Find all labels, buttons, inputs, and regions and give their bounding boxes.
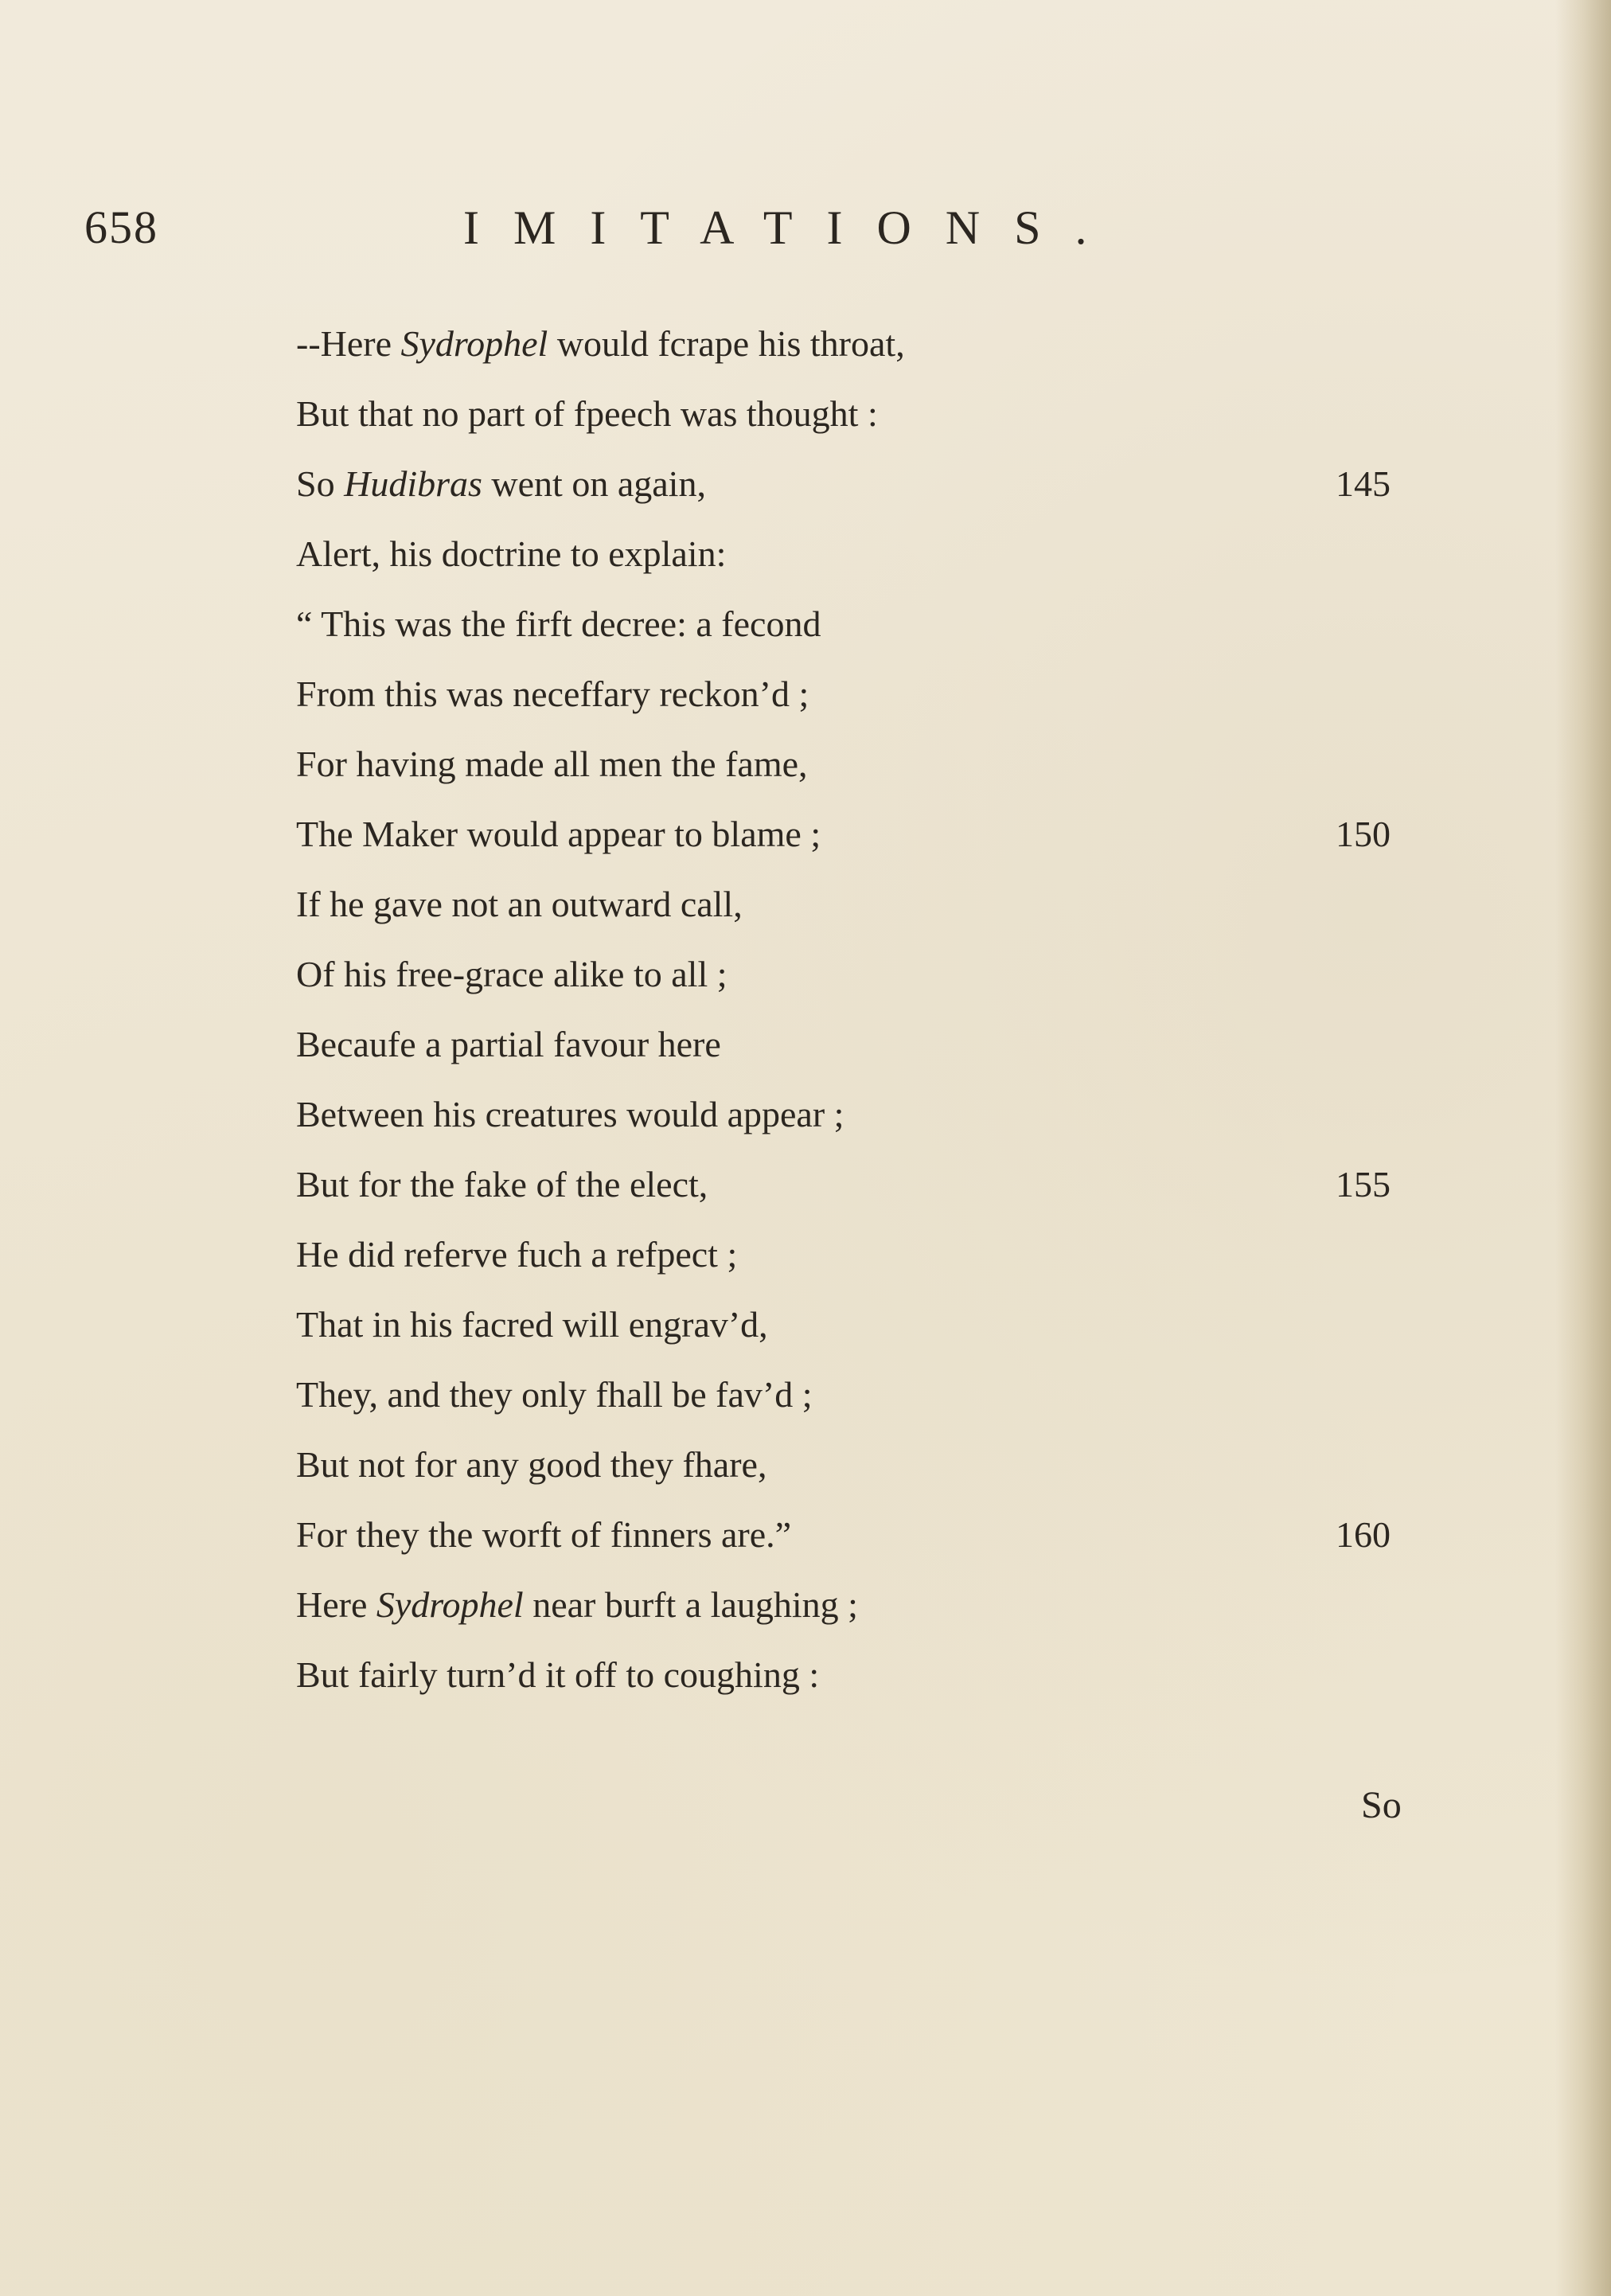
verse-text: But for the fake of the elect,	[296, 1164, 708, 1205]
verse-text: Becaufe a partial favour here	[296, 1024, 721, 1064]
verse-text: near burft a laughing ;	[523, 1584, 858, 1625]
verse-text: would fcrape his throat,	[548, 323, 905, 364]
verse-text: But that no part of fpeech was thought :	[296, 393, 878, 434]
page-edge-shadow	[1555, 0, 1611, 2296]
verse-text: For they the worft of finners are.”	[296, 1514, 792, 1555]
verse-text: But fairly turn’d it off to coughing :	[296, 1654, 820, 1695]
running-title: IMITATIONS.	[463, 201, 1121, 254]
verse-text: He did referve fuch a refpect ;	[296, 1234, 738, 1275]
line-number: 145	[1336, 463, 1391, 504]
verse-line	[296, 659, 1410, 729]
verse-line	[296, 1430, 1410, 1500]
verse-text: Alert, his doctrine to explain:	[296, 533, 727, 574]
verse-line	[296, 589, 1410, 659]
line-number: 160	[1336, 1514, 1391, 1555]
verse-text: Between his creatures would appear ;	[296, 1094, 845, 1134]
verse-text: For having made all men the fame,	[296, 744, 808, 784]
verse-text: --Here	[296, 323, 401, 364]
line-number: 155	[1336, 1164, 1391, 1205]
verse-text: From this was neceffary reckon’d ;	[296, 674, 809, 714]
verse-text: They, and they only fhall be fav’d ;	[296, 1374, 813, 1415]
verse-text: Here	[296, 1584, 376, 1625]
page-number: 658	[84, 201, 158, 253]
verse-text: So	[296, 463, 345, 504]
verse-text: went on again,	[482, 463, 706, 504]
verse-line	[296, 519, 1410, 589]
verse-line	[296, 1080, 1410, 1150]
verse-line	[296, 729, 1410, 799]
verse-text: The Maker would appear to blame ;	[296, 814, 821, 854]
verse-text: If he gave not an outward call,	[296, 884, 743, 924]
verse-line	[296, 799, 1410, 869]
verse-text: But not for any good they fhare,	[296, 1444, 767, 1485]
verse-line	[296, 1500, 1410, 1570]
verse-line	[296, 1220, 1410, 1290]
verse-line	[296, 869, 1410, 939]
verse-line	[296, 449, 1410, 519]
verse-line	[296, 1290, 1410, 1360]
verse-line	[296, 309, 1410, 379]
verse-block	[296, 309, 1410, 1710]
verse-italic-name: Hudibras	[344, 463, 482, 504]
verse-text: Of his free-grace alike to all ;	[296, 954, 727, 994]
verse-line	[296, 1570, 1410, 1640]
catchword: So	[1361, 1784, 1402, 1826]
verse-text: “ This was the firft decree: a fecond	[296, 603, 821, 644]
verse-line	[296, 379, 1410, 449]
verse-line	[296, 1360, 1410, 1430]
line-number: 150	[1336, 814, 1391, 854]
verse-italic-name: Sydrophel	[400, 323, 548, 364]
verse-line	[296, 1009, 1410, 1080]
verse-italic-name: Sydrophel	[376, 1584, 524, 1625]
verse-line	[296, 939, 1410, 1009]
verse-line	[296, 1150, 1410, 1220]
verse-line	[296, 1640, 1410, 1710]
verse-text: That in his facred will engrav’d,	[296, 1304, 768, 1345]
